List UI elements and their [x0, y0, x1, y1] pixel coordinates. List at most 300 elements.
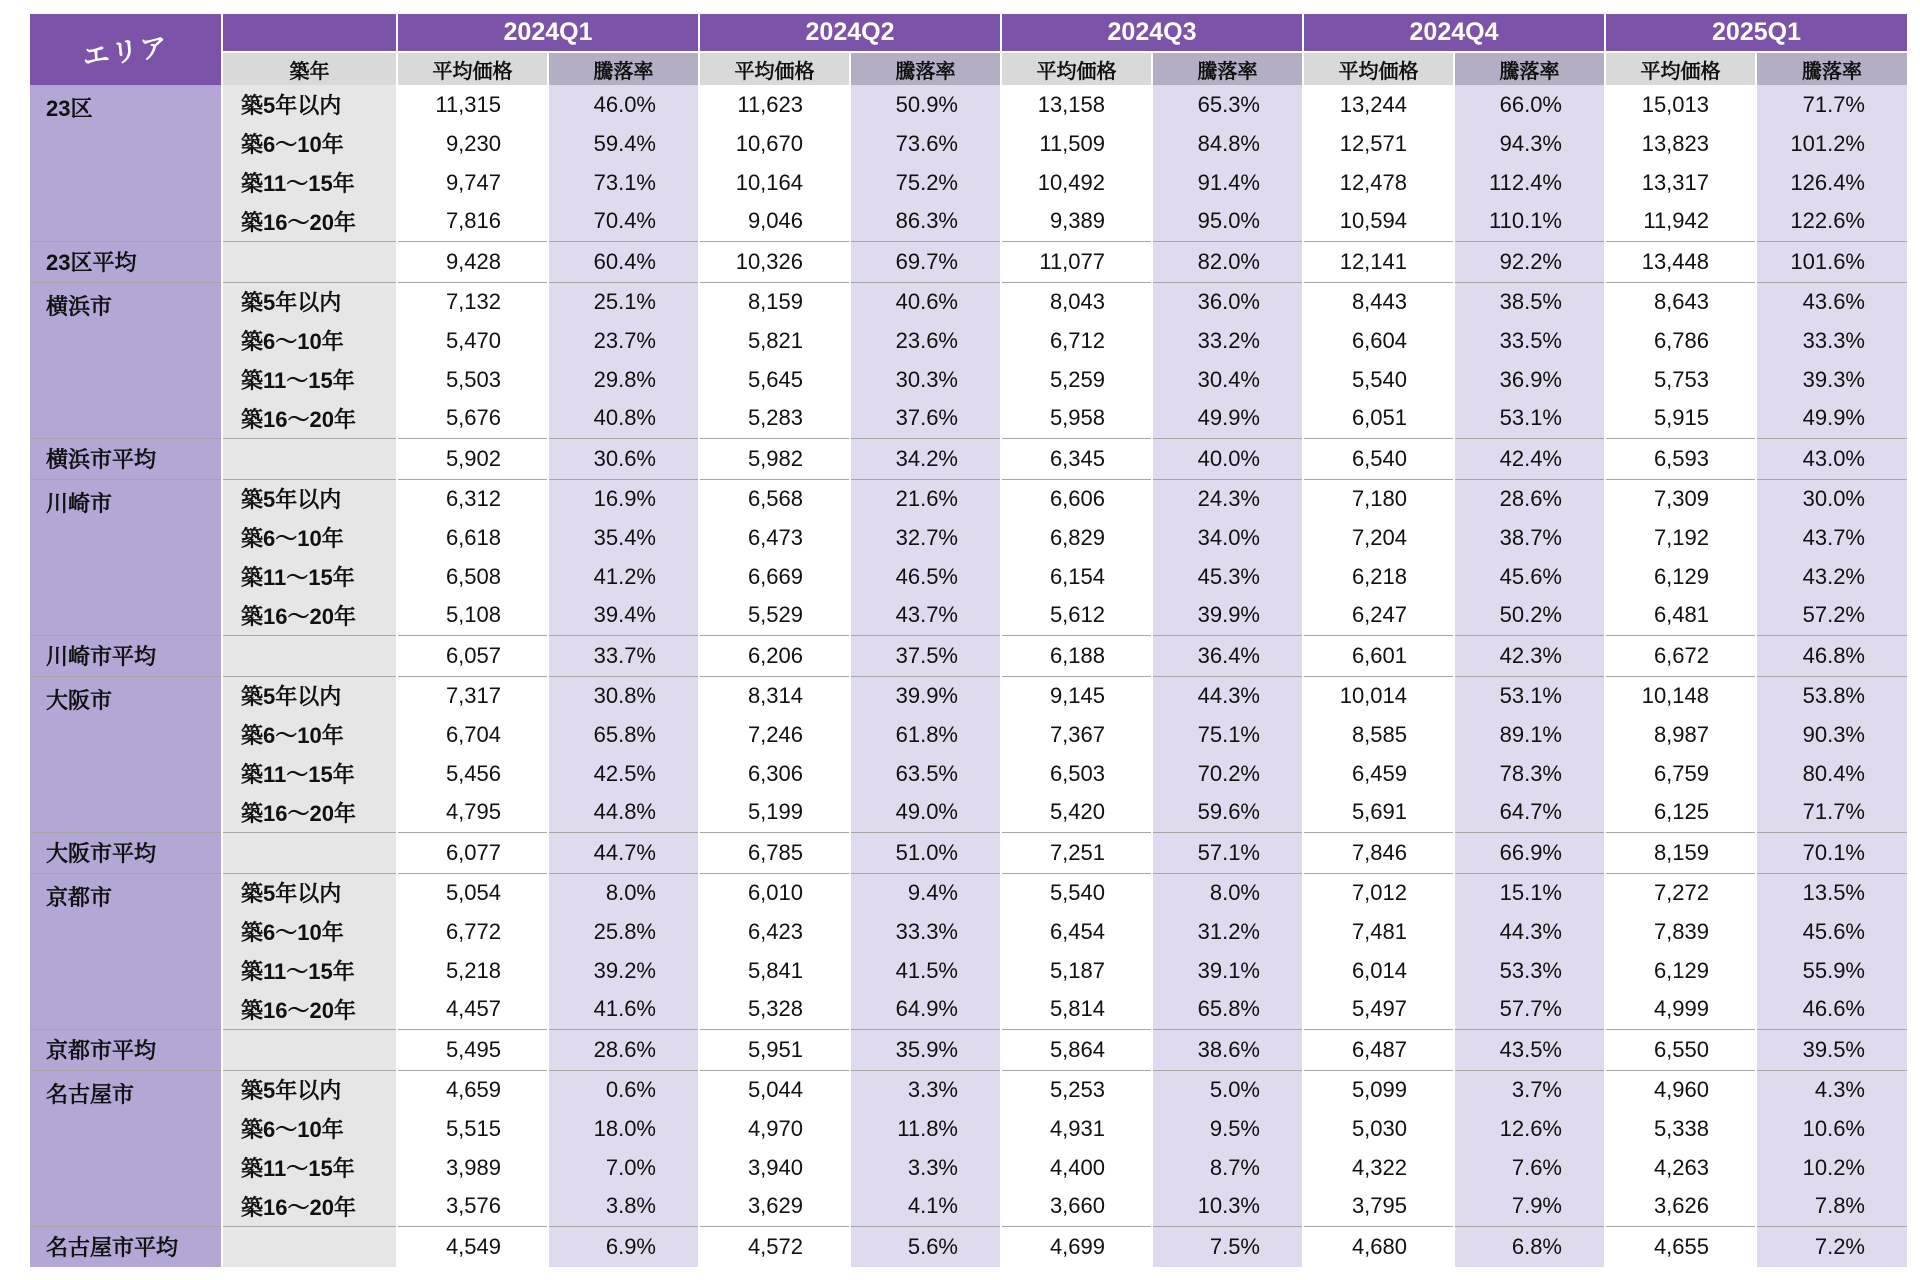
cell-change-rate: 50.2% [1454, 596, 1605, 635]
cell-age: 築16〜20年 [222, 596, 397, 635]
table-row-average [30, 1226, 1907, 1267]
cell-age: 築5年以内 [222, 1070, 397, 1109]
cell-change-rate: 70.4% [548, 202, 699, 241]
table-row [30, 399, 1907, 438]
cell-avg-price: 6,508 [397, 557, 548, 596]
header-change: 騰落率 [1152, 52, 1303, 85]
cell-change-rate: 43.6% [1756, 282, 1907, 321]
header-quarter-2024q1: 2024Q1 [397, 14, 699, 52]
cell-avg-price: 7,246 [699, 715, 850, 754]
cell-avg-price: 11,077 [1001, 241, 1152, 282]
cell-avg-price: 5,529 [699, 596, 850, 635]
cell-avg-price: 6,618 [397, 518, 548, 557]
cell-avg-price: 8,987 [1605, 715, 1756, 754]
table-body [30, 85, 1907, 1267]
cell-change-rate: 25.1% [548, 282, 699, 321]
table-row [30, 1148, 1907, 1187]
cell-change-rate: 39.1% [1152, 951, 1303, 990]
cell-age [222, 1226, 397, 1267]
cell-avg-price: 6,188 [1001, 635, 1152, 676]
cell-avg-price: 7,272 [1605, 873, 1756, 912]
cell-avg-price: 10,326 [699, 241, 850, 282]
cell-avg-price: 6,712 [1001, 321, 1152, 360]
cell-avg-price: 5,283 [699, 399, 850, 438]
cell-change-rate: 126.4% [1756, 163, 1907, 202]
cell-avg-price: 4,655 [1605, 1226, 1756, 1267]
cell-change-rate: 40.8% [548, 399, 699, 438]
cell-age: 築6〜10年 [222, 321, 397, 360]
cell-change-rate: 3.8% [548, 1187, 699, 1226]
cell-avg-price: 7,012 [1303, 873, 1454, 912]
cell-age [222, 241, 397, 282]
cell-change-rate: 64.7% [1454, 793, 1605, 832]
cell-avg-price: 10,670 [699, 124, 850, 163]
cell-avg-price: 6,481 [1605, 596, 1756, 635]
cell-avg-price: 9,145 [1001, 676, 1152, 715]
cell-avg-price: 13,158 [1001, 85, 1152, 124]
table-row [30, 282, 1907, 321]
cell-avg-price: 6,345 [1001, 438, 1152, 479]
cell-avg-price: 6,785 [699, 832, 850, 873]
cell-change-rate: 51.0% [850, 832, 1001, 873]
cell-change-rate: 75.2% [850, 163, 1001, 202]
cell-change-rate: 31.2% [1152, 912, 1303, 951]
cell-change-rate: 37.6% [850, 399, 1001, 438]
cell-avg-price: 6,568 [699, 479, 850, 518]
cell-change-rate: 11.8% [850, 1109, 1001, 1148]
table-row [30, 873, 1907, 912]
table-row [30, 596, 1907, 635]
cell-avg-price: 6,550 [1605, 1029, 1756, 1070]
cell-avg-price: 8,314 [699, 676, 850, 715]
header-area-label: エリア [80, 31, 171, 73]
cell-change-rate: 10.6% [1756, 1109, 1907, 1148]
cell-change-rate: 44.7% [548, 832, 699, 873]
header-change: 騰落率 [548, 52, 699, 85]
cell-change-rate: 38.6% [1152, 1029, 1303, 1070]
cell-age: 築6〜10年 [222, 912, 397, 951]
cell-change-rate: 10.2% [1756, 1148, 1907, 1187]
cell-change-rate: 30.3% [850, 360, 1001, 399]
cell-change-rate: 7.9% [1454, 1187, 1605, 1226]
table-row [30, 124, 1907, 163]
cell-change-rate: 13.5% [1756, 873, 1907, 912]
table-row [30, 990, 1907, 1029]
cell-change-rate: 92.2% [1454, 241, 1605, 282]
cell-change-rate: 29.8% [548, 360, 699, 399]
cell-age [222, 1029, 397, 1070]
cell-change-rate: 7.2% [1756, 1226, 1907, 1267]
table-row [30, 715, 1907, 754]
cell-avg-price: 6,454 [1001, 912, 1152, 951]
cell-avg-price: 8,159 [699, 282, 850, 321]
cell-age: 築5年以内 [222, 282, 397, 321]
cell-avg-price: 4,400 [1001, 1148, 1152, 1187]
cell-avg-price: 8,643 [1605, 282, 1756, 321]
cell-change-rate: 41.2% [548, 557, 699, 596]
cell-change-rate: 101.6% [1756, 241, 1907, 282]
cell-age: 築5年以内 [222, 479, 397, 518]
cell-change-rate: 34.2% [850, 438, 1001, 479]
cell-avg-price: 5,958 [1001, 399, 1152, 438]
cell-change-rate: 82.0% [1152, 241, 1303, 282]
cell-change-rate: 49.9% [1756, 399, 1907, 438]
cell-change-rate: 32.7% [850, 518, 1001, 557]
cell-age: 築16〜20年 [222, 990, 397, 1029]
cell-avg-price: 4,457 [397, 990, 548, 1029]
table-row [30, 1187, 1907, 1226]
cell-avg-price: 6,051 [1303, 399, 1454, 438]
header-quarter-2024q2: 2024Q2 [699, 14, 1001, 52]
cell-avg-price: 5,814 [1001, 990, 1152, 1029]
cell-change-rate: 9.5% [1152, 1109, 1303, 1148]
cell-change-rate: 73.6% [850, 124, 1001, 163]
cell-change-rate: 36.9% [1454, 360, 1605, 399]
cell-change-rate: 66.9% [1454, 832, 1605, 873]
cell-avg-price: 6,014 [1303, 951, 1454, 990]
cell-change-rate: 44.8% [548, 793, 699, 832]
cell-age: 築11〜15年 [222, 163, 397, 202]
cell-change-rate: 7.5% [1152, 1226, 1303, 1267]
cell-avg-price: 6,704 [397, 715, 548, 754]
cell-avg-price: 5,753 [1605, 360, 1756, 399]
cell-change-rate: 43.0% [1756, 438, 1907, 479]
cell-change-rate: 46.0% [548, 85, 699, 124]
cell-change-rate: 30.4% [1152, 360, 1303, 399]
cell-change-rate: 69.7% [850, 241, 1001, 282]
cell-change-rate: 44.3% [1454, 912, 1605, 951]
cell-avg-price: 5,841 [699, 951, 850, 990]
cell-change-rate: 46.6% [1756, 990, 1907, 1029]
cell-change-rate: 78.3% [1454, 754, 1605, 793]
cell-change-rate: 7.8% [1756, 1187, 1907, 1226]
cell-change-rate: 45.6% [1756, 912, 1907, 951]
cell-change-rate: 23.6% [850, 321, 1001, 360]
cell-area: 川崎市 [30, 479, 222, 635]
cell-change-rate: 64.9% [850, 990, 1001, 1029]
cell-change-rate: 39.2% [548, 951, 699, 990]
cell-change-rate: 15.1% [1454, 873, 1605, 912]
cell-change-rate: 53.3% [1454, 951, 1605, 990]
cell-change-rate: 30.0% [1756, 479, 1907, 518]
cell-change-rate: 33.2% [1152, 321, 1303, 360]
cell-avg-price: 7,192 [1605, 518, 1756, 557]
cell-avg-price: 13,244 [1303, 85, 1454, 124]
cell-avg-price: 5,259 [1001, 360, 1152, 399]
real-estate-price-table [30, 14, 1907, 1267]
cell-avg-price: 7,846 [1303, 832, 1454, 873]
cell-change-rate: 86.3% [850, 202, 1001, 241]
cell-avg-price: 5,495 [397, 1029, 548, 1070]
cell-change-rate: 57.7% [1454, 990, 1605, 1029]
cell-avg-price: 4,263 [1605, 1148, 1756, 1187]
cell-avg-price: 5,540 [1001, 873, 1152, 912]
cell-avg-price: 7,481 [1303, 912, 1454, 951]
cell-change-rate: 42.3% [1454, 635, 1605, 676]
cell-change-rate: 37.5% [850, 635, 1001, 676]
cell-change-rate: 43.7% [1756, 518, 1907, 557]
table-row [30, 518, 1907, 557]
cell-change-rate: 35.4% [548, 518, 699, 557]
header-row-quarters [30, 14, 1907, 52]
header-price: 平均価格 [699, 52, 850, 85]
header-quarter-2024q4: 2024Q4 [1303, 14, 1605, 52]
cell-avg-price: 5,187 [1001, 951, 1152, 990]
cell-avg-price: 13,317 [1605, 163, 1756, 202]
cell-change-rate: 91.4% [1152, 163, 1303, 202]
cell-change-rate: 110.1% [1454, 202, 1605, 241]
table-header [30, 14, 1907, 85]
cell-change-rate: 38.5% [1454, 282, 1605, 321]
cell-change-rate: 66.0% [1454, 85, 1605, 124]
cell-change-rate: 112.4% [1454, 163, 1605, 202]
table-row [30, 793, 1907, 832]
cell-avg-price: 5,054 [397, 873, 548, 912]
cell-avg-price: 4,931 [1001, 1109, 1152, 1148]
cell-age: 築11〜15年 [222, 754, 397, 793]
cell-change-rate: 43.7% [850, 596, 1001, 635]
cell-avg-price: 6,218 [1303, 557, 1454, 596]
cell-avg-price: 3,660 [1001, 1187, 1152, 1226]
cell-change-rate: 40.6% [850, 282, 1001, 321]
cell-avg-price: 5,515 [397, 1109, 548, 1148]
cell-avg-price: 8,159 [1605, 832, 1756, 873]
cell-avg-price: 5,218 [397, 951, 548, 990]
cell-avg-price: 8,443 [1303, 282, 1454, 321]
cell-change-rate: 49.9% [1152, 399, 1303, 438]
cell-change-rate: 57.1% [1152, 832, 1303, 873]
table-row [30, 202, 1907, 241]
cell-change-rate: 35.9% [850, 1029, 1001, 1070]
cell-avg-price: 6,601 [1303, 635, 1454, 676]
cell-area: 京都市 [30, 873, 222, 1029]
cell-change-rate: 7.6% [1454, 1148, 1605, 1187]
cell-avg-price: 5,253 [1001, 1070, 1152, 1109]
cell-avg-price: 6,672 [1605, 635, 1756, 676]
cell-avg-price: 6,206 [699, 635, 850, 676]
cell-avg-price: 6,312 [397, 479, 548, 518]
cell-age: 築5年以内 [222, 676, 397, 715]
cell-change-rate: 36.0% [1152, 282, 1303, 321]
cell-avg-price: 4,970 [699, 1109, 850, 1148]
cell-change-rate: 39.9% [1152, 596, 1303, 635]
cell-avg-price: 9,747 [397, 163, 548, 202]
cell-avg-price: 13,823 [1605, 124, 1756, 163]
cell-avg-price: 6,593 [1605, 438, 1756, 479]
cell-avg-price: 6,772 [397, 912, 548, 951]
header-age: 築年 [222, 52, 397, 85]
header-blank [222, 14, 397, 52]
cell-avg-price: 12,141 [1303, 241, 1454, 282]
cell-avg-price: 3,795 [1303, 1187, 1454, 1226]
cell-change-rate: 16.9% [548, 479, 699, 518]
cell-avg-price: 6,487 [1303, 1029, 1454, 1070]
cell-change-rate: 46.8% [1756, 635, 1907, 676]
cell-avg-price: 7,816 [397, 202, 548, 241]
cell-avg-price: 10,594 [1303, 202, 1454, 241]
cell-change-rate: 43.2% [1756, 557, 1907, 596]
cell-avg-price: 7,180 [1303, 479, 1454, 518]
cell-avg-price: 6,129 [1605, 951, 1756, 990]
cell-age: 築16〜20年 [222, 399, 397, 438]
cell-change-rate: 60.4% [548, 241, 699, 282]
cell-avg-price: 11,509 [1001, 124, 1152, 163]
cell-age: 築6〜10年 [222, 518, 397, 557]
cell-change-rate: 4.3% [1756, 1070, 1907, 1109]
cell-age: 築6〜10年 [222, 715, 397, 754]
header-price: 平均価格 [1605, 52, 1756, 85]
cell-avg-price: 5,199 [699, 793, 850, 832]
cell-change-rate: 21.6% [850, 479, 1001, 518]
cell-change-rate: 42.5% [548, 754, 699, 793]
cell-avg-price: 6,786 [1605, 321, 1756, 360]
cell-avg-price: 7,839 [1605, 912, 1756, 951]
cell-change-rate: 3.7% [1454, 1070, 1605, 1109]
cell-change-rate: 28.6% [548, 1029, 699, 1070]
cell-change-rate: 33.7% [548, 635, 699, 676]
cell-change-rate: 70.2% [1152, 754, 1303, 793]
cell-change-rate: 61.8% [850, 715, 1001, 754]
header-change: 騰落率 [1454, 52, 1605, 85]
cell-avg-price: 10,164 [699, 163, 850, 202]
table-row [30, 1109, 1907, 1148]
cell-avg-price: 6,247 [1303, 596, 1454, 635]
cell-avg-price: 5,902 [397, 438, 548, 479]
header-price: 平均価格 [1001, 52, 1152, 85]
cell-avg-price: 5,099 [1303, 1070, 1454, 1109]
cell-avg-price: 5,645 [699, 360, 850, 399]
cell-change-rate: 6.9% [548, 1226, 699, 1267]
cell-avg-price: 4,572 [699, 1226, 850, 1267]
cell-avg-price: 11,623 [699, 85, 850, 124]
header-area [30, 14, 222, 85]
cell-change-rate: 65.3% [1152, 85, 1303, 124]
table-row [30, 754, 1907, 793]
cell-avg-price: 6,306 [699, 754, 850, 793]
cell-change-rate: 6.8% [1454, 1226, 1605, 1267]
cell-avg-price: 11,942 [1605, 202, 1756, 241]
cell-avg-price: 5,420 [1001, 793, 1152, 832]
cell-change-rate: 8.0% [1152, 873, 1303, 912]
cell-change-rate: 33.3% [850, 912, 1001, 951]
cell-change-rate: 94.3% [1454, 124, 1605, 163]
cell-change-rate: 41.6% [548, 990, 699, 1029]
cell-avg-price: 6,473 [699, 518, 850, 557]
cell-change-rate: 95.0% [1152, 202, 1303, 241]
cell-avg-price: 6,423 [699, 912, 850, 951]
cell-change-rate: 71.7% [1756, 85, 1907, 124]
cell-change-rate: 5.0% [1152, 1070, 1303, 1109]
cell-avg-price: 5,497 [1303, 990, 1454, 1029]
cell-change-rate: 57.2% [1756, 596, 1907, 635]
cell-change-rate: 50.9% [850, 85, 1001, 124]
cell-avg-price: 4,795 [397, 793, 548, 832]
cell-age [222, 438, 397, 479]
cell-avg-price: 3,989 [397, 1148, 548, 1187]
cell-age: 築6〜10年 [222, 124, 397, 163]
cell-change-rate: 44.3% [1152, 676, 1303, 715]
cell-change-rate: 39.5% [1756, 1029, 1907, 1070]
cell-area-average: 横浜市平均 [30, 438, 222, 479]
cell-change-rate: 36.4% [1152, 635, 1303, 676]
cell-change-rate: 45.3% [1152, 557, 1303, 596]
cell-avg-price: 5,821 [699, 321, 850, 360]
cell-change-rate: 8.7% [1152, 1148, 1303, 1187]
cell-avg-price: 6,129 [1605, 557, 1756, 596]
cell-change-rate: 5.6% [850, 1226, 1001, 1267]
table-row-average [30, 1029, 1907, 1070]
cell-avg-price: 3,626 [1605, 1187, 1756, 1226]
cell-avg-price: 11,315 [397, 85, 548, 124]
cell-avg-price: 6,459 [1303, 754, 1454, 793]
cell-avg-price: 5,864 [1001, 1029, 1152, 1070]
cell-avg-price: 4,322 [1303, 1148, 1454, 1187]
cell-change-rate: 0.6% [548, 1070, 699, 1109]
cell-age [222, 635, 397, 676]
cell-area: 名古屋市 [30, 1070, 222, 1226]
cell-change-rate: 84.8% [1152, 124, 1303, 163]
cell-change-rate: 3.3% [850, 1148, 1001, 1187]
cell-change-rate: 4.1% [850, 1187, 1001, 1226]
cell-change-rate: 122.6% [1756, 202, 1907, 241]
cell-change-rate: 59.4% [548, 124, 699, 163]
cell-area-average: 名古屋市平均 [30, 1226, 222, 1267]
cell-avg-price: 4,699 [1001, 1226, 1152, 1267]
cell-area-average: 川崎市平均 [30, 635, 222, 676]
cell-avg-price: 5,691 [1303, 793, 1454, 832]
cell-avg-price: 3,940 [699, 1148, 850, 1187]
cell-avg-price: 5,612 [1001, 596, 1152, 635]
cell-avg-price: 5,982 [699, 438, 850, 479]
table-row [30, 1070, 1907, 1109]
cell-age: 築16〜20年 [222, 793, 397, 832]
cell-change-rate: 80.4% [1756, 754, 1907, 793]
cell-change-rate: 53.1% [1454, 399, 1605, 438]
cell-avg-price: 6,606 [1001, 479, 1152, 518]
table-row [30, 912, 1907, 951]
cell-avg-price: 5,108 [397, 596, 548, 635]
header-price: 平均価格 [397, 52, 548, 85]
cell-avg-price: 5,951 [699, 1029, 850, 1070]
cell-age: 築11〜15年 [222, 557, 397, 596]
cell-change-rate: 33.5% [1454, 321, 1605, 360]
cell-change-rate: 28.6% [1454, 479, 1605, 518]
cell-change-rate: 75.1% [1152, 715, 1303, 754]
cell-avg-price: 9,428 [397, 241, 548, 282]
cell-area-average: 大阪市平均 [30, 832, 222, 873]
cell-change-rate: 12.6% [1454, 1109, 1605, 1148]
cell-age: 築11〜15年 [222, 1148, 397, 1187]
cell-change-rate: 3.3% [850, 1070, 1001, 1109]
cell-avg-price: 5,470 [397, 321, 548, 360]
cell-avg-price: 5,676 [397, 399, 548, 438]
cell-change-rate: 9.4% [850, 873, 1001, 912]
cell-avg-price: 9,230 [397, 124, 548, 163]
cell-change-rate: 39.4% [548, 596, 699, 635]
cell-avg-price: 6,759 [1605, 754, 1756, 793]
cell-change-rate: 89.1% [1454, 715, 1605, 754]
cell-avg-price: 8,043 [1001, 282, 1152, 321]
cell-avg-price: 5,503 [397, 360, 548, 399]
cell-age: 築6〜10年 [222, 1109, 397, 1148]
cell-avg-price: 12,571 [1303, 124, 1454, 163]
cell-area: 23区 [30, 85, 222, 241]
cell-area-average: 京都市平均 [30, 1029, 222, 1070]
table-row [30, 951, 1907, 990]
cell-change-rate: 49.0% [850, 793, 1001, 832]
cell-avg-price: 5,030 [1303, 1109, 1454, 1148]
cell-change-rate: 30.6% [548, 438, 699, 479]
